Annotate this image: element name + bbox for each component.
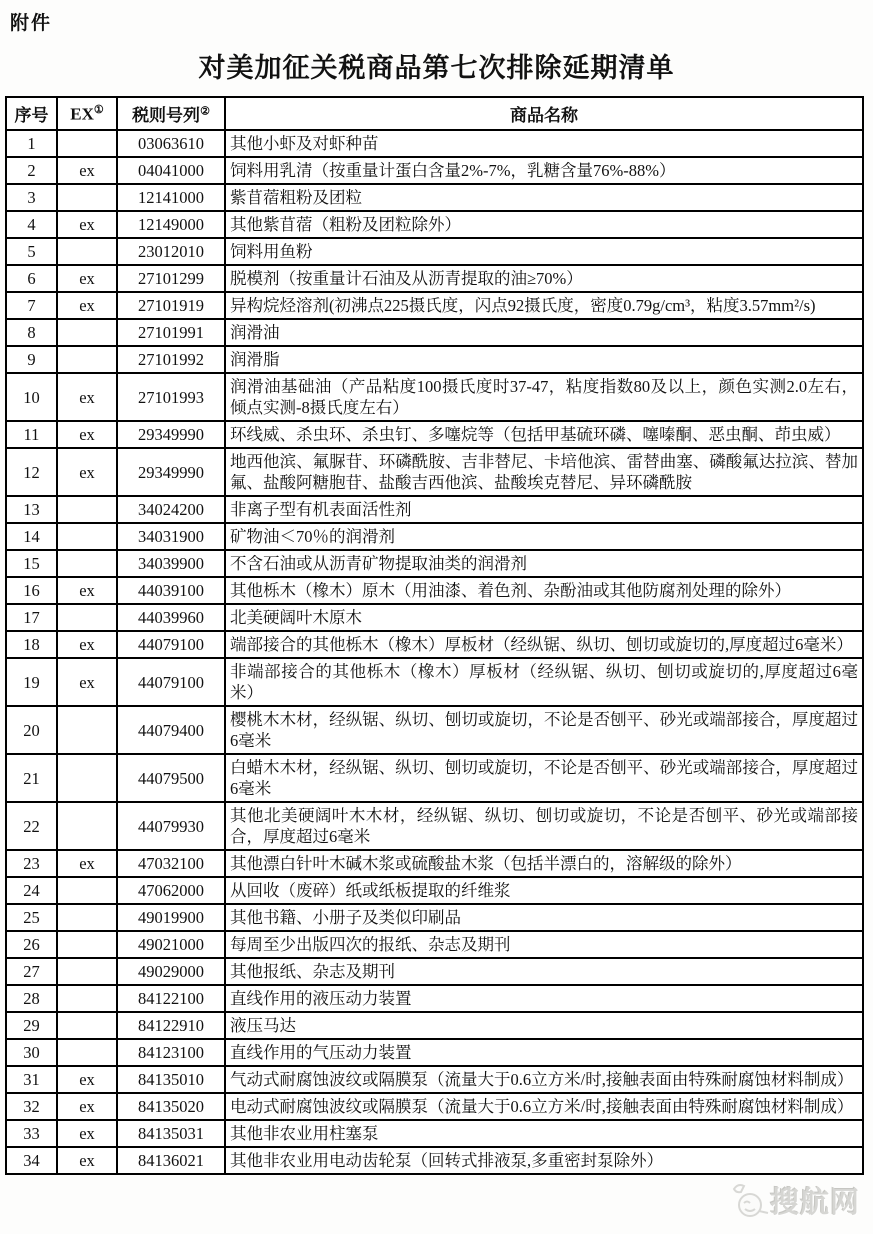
row-seq-cell: 1: [6, 130, 57, 157]
row-ex-cell: [57, 319, 117, 346]
row-code-cell: 44079400: [117, 706, 225, 754]
row-code-cell: 47062000: [117, 877, 225, 904]
row-name-cell: 其他漂白针叶木碱木浆或硫酸盐木浆（包括半漂白的，溶解级的除外）: [225, 850, 863, 877]
table-row: [6, 157, 863, 184]
row-ex-cell: ex: [57, 373, 117, 421]
row-name-cell: 液压马达: [225, 1012, 863, 1039]
row-code-cell: 49021000: [117, 931, 225, 958]
row-seq-cell: 2: [6, 157, 57, 184]
row-seq-cell: 33: [6, 1120, 57, 1147]
page-title: 对美加征关税商品第七次排除延期清单: [198, 53, 675, 83]
row-seq-cell: 15: [6, 550, 57, 577]
row-ex-cell: [57, 346, 117, 373]
row-ex-cell: ex: [57, 265, 117, 292]
table-row: [6, 448, 863, 496]
row-ex-cell: ex: [57, 658, 117, 706]
table-row: [6, 958, 863, 985]
row-seq-cell: 3: [6, 184, 57, 211]
row-seq-cell: 17: [6, 604, 57, 631]
row-name-cell: 直线作用的液压动力装置: [225, 985, 863, 1012]
row-ex-cell: ex: [57, 211, 117, 238]
row-name-cell: 其他紫苜蓿（粗粉及团粒除外）: [225, 211, 863, 238]
row-seq-cell: 16: [6, 577, 57, 604]
row-name-cell: 直线作用的气压动力装置: [225, 1039, 863, 1066]
souhang-logo-icon: [728, 1179, 770, 1221]
row-seq-cell: 34: [6, 1147, 57, 1174]
row-code-cell: 34031900: [117, 523, 225, 550]
table-row: [6, 346, 863, 373]
col-header-ex-label: EX: [70, 104, 94, 124]
row-ex-cell: [57, 802, 117, 850]
row-ex-cell: [57, 523, 117, 550]
row-code-cell: 84135010: [117, 1066, 225, 1093]
watermark: [728, 1176, 870, 1224]
row-name-cell: 饲料用乳清（按重量计蛋白含量2%-7%，乳糖含量76%-88%）: [225, 157, 863, 184]
row-seq-cell: 26: [6, 931, 57, 958]
row-name-cell: 不含石油或从沥青矿物提取油类的润滑剂: [225, 550, 863, 577]
row-code-cell: 44079100: [117, 631, 225, 658]
row-code-cell: 44079500: [117, 754, 225, 802]
table-row: [6, 496, 863, 523]
row-seq-cell: 11: [6, 421, 57, 448]
row-seq-cell: 28: [6, 985, 57, 1012]
table-row: [6, 706, 863, 754]
row-seq-cell: 10: [6, 373, 57, 421]
row-code-cell: 84135031: [117, 1120, 225, 1147]
row-ex-cell: [57, 496, 117, 523]
col-header-ex-footnote: ①: [93, 103, 104, 116]
table-row: [6, 985, 863, 1012]
row-name-cell: 其他非农业用柱塞泵: [225, 1120, 863, 1147]
watermark-text: 搜航网: [770, 1186, 861, 1219]
row-seq-cell: 4: [6, 211, 57, 238]
row-name-cell: 从回收（废碎）纸或纸板提取的纤维浆: [225, 877, 863, 904]
row-ex-cell: [57, 1012, 117, 1039]
table-row: [6, 931, 863, 958]
table-body: [6, 130, 863, 1174]
row-ex-cell: [57, 130, 117, 157]
row-seq-cell: 19: [6, 658, 57, 706]
table-row: [6, 1093, 863, 1120]
row-name-cell: 其他报纸、杂志及期刊: [225, 958, 863, 985]
row-ex-cell: [57, 931, 117, 958]
row-seq-cell: 18: [6, 631, 57, 658]
attachment-label: 附件: [10, 13, 53, 34]
table-row: [6, 877, 863, 904]
table-row: [6, 550, 863, 577]
row-ex-cell: [57, 904, 117, 931]
row-code-cell: 84123100: [117, 1039, 225, 1066]
row-seq-cell: 12: [6, 448, 57, 496]
table-row: [6, 904, 863, 931]
row-name-cell: 润滑油基础油（产品粘度100摄氏度时37-47，粘度指数80及以上，颜色实测2.0左右，倾点实测-8摄氏度左右）: [225, 373, 863, 421]
table-row: [6, 319, 863, 346]
row-code-cell: 44079930: [117, 802, 225, 850]
col-header-code-footnote: ②: [200, 105, 210, 118]
table-row: [6, 238, 863, 265]
row-code-cell: 34039900: [117, 550, 225, 577]
row-code-cell: 34024200: [117, 496, 225, 523]
row-name-cell: 非端部接合的其他栎木（橡木）厚板材（经纵锯、纵切、刨切或旋切的,厚度超过6毫米）: [225, 658, 863, 706]
row-name-cell: 润滑油: [225, 319, 863, 346]
row-ex-cell: [57, 985, 117, 1012]
row-ex-cell: ex: [57, 421, 117, 448]
row-name-cell: 其他栎木（橡木）原木（用油漆、着色剂、杂酚油或其他防腐剂处理的除外）: [225, 577, 863, 604]
row-ex-cell: ex: [57, 292, 117, 319]
table-row: [6, 577, 863, 604]
row-code-cell: 49019900: [117, 904, 225, 931]
row-code-cell: 27101993: [117, 373, 225, 421]
row-ex-cell: ex: [57, 1147, 117, 1174]
row-seq-cell: 9: [6, 346, 57, 373]
col-header-ex: [57, 97, 117, 130]
row-code-cell: 03063610: [117, 130, 225, 157]
table-row: [6, 373, 863, 421]
row-ex-cell: ex: [57, 1120, 117, 1147]
row-name-cell: 其他非农业用电动齿轮泵（回转式排液泵,多重密封泵除外）: [225, 1147, 863, 1174]
row-code-cell: 23012010: [117, 238, 225, 265]
table-row: [6, 211, 863, 238]
table-row: [6, 850, 863, 877]
row-ex-cell: ex: [57, 1093, 117, 1120]
row-seq-cell: 6: [6, 265, 57, 292]
row-name-cell: 异构烷烃溶剂(初沸点225摄氏度，闪点92摄氏度，密度0.79g/cm³，粘度3.57mm²/s): [225, 292, 863, 319]
row-name-cell: 其他书籍、小册子及类似印刷品: [225, 904, 863, 931]
table-row: [6, 658, 863, 706]
row-code-cell: 84122100: [117, 985, 225, 1012]
row-seq-cell: 8: [6, 319, 57, 346]
row-name-cell: 其他小虾及对虾种苗: [225, 130, 863, 157]
row-name-cell: 地西他滨、氟脲苷、环磷酰胺、吉非替尼、卡培他滨、雷替曲塞、磷酸氟达拉滨、替加氟、盐酸阿糖胞苷、盐酸吉西他滨、盐酸埃克替尼、异环磷酰胺: [225, 448, 863, 496]
row-code-cell: 04041000: [117, 157, 225, 184]
row-ex-cell: [57, 958, 117, 985]
row-name-cell: 矿物油＜70％的润滑剂: [225, 523, 863, 550]
row-ex-cell: ex: [57, 631, 117, 658]
row-code-cell: 27101299: [117, 265, 225, 292]
table-row: [6, 604, 863, 631]
row-ex-cell: [57, 550, 117, 577]
row-ex-cell: [57, 604, 117, 631]
table-row: [6, 802, 863, 850]
table-row: [6, 184, 863, 211]
row-code-cell: 29349990: [117, 421, 225, 448]
row-ex-cell: [57, 877, 117, 904]
row-name-cell: 其他北美硬阔叶木木材，经纵锯、纵切、刨切或旋切，不论是否刨平、砂光或端部接合，厚度超过6毫米: [225, 802, 863, 850]
col-header-seq: [6, 97, 57, 130]
col-header-code: [117, 97, 225, 130]
row-code-cell: 84122910: [117, 1012, 225, 1039]
row-seq-cell: 20: [6, 706, 57, 754]
col-header-name: [225, 97, 863, 130]
row-name-cell: 北美硬阔叶木原木: [225, 604, 863, 631]
row-seq-cell: 23: [6, 850, 57, 877]
row-ex-cell: [57, 754, 117, 802]
row-ex-cell: [57, 238, 117, 265]
row-seq-cell: 30: [6, 1039, 57, 1066]
table-row: [6, 523, 863, 550]
table-row: [6, 754, 863, 802]
row-seq-cell: 13: [6, 496, 57, 523]
row-seq-cell: 5: [6, 238, 57, 265]
row-name-cell: 电动式耐腐蚀波纹或隔膜泵（流量大于0.6立方米/时,接触表面由特殊耐腐蚀材料制成）: [225, 1093, 863, 1120]
table-header-row: [6, 97, 863, 130]
row-code-cell: 27101991: [117, 319, 225, 346]
table-row: [6, 631, 863, 658]
row-code-cell: 49029000: [117, 958, 225, 985]
row-name-cell: 饲料用鱼粉: [225, 238, 863, 265]
row-seq-cell: 24: [6, 877, 57, 904]
tariff-table: [5, 96, 864, 1175]
row-code-cell: 84136021: [117, 1147, 225, 1174]
row-name-cell: 每周至少出版四次的报纸、杂志及期刊: [225, 931, 863, 958]
row-code-cell: 12149000: [117, 211, 225, 238]
row-ex-cell: [57, 1039, 117, 1066]
row-seq-cell: 14: [6, 523, 57, 550]
row-name-cell: 紫苜蓿粗粉及团粒: [225, 184, 863, 211]
table-row: [6, 1012, 863, 1039]
row-code-cell: 44079100: [117, 658, 225, 706]
col-header-seq-label: 序号: [14, 106, 49, 125]
table-row: [6, 1120, 863, 1147]
col-header-name-label: 商品名称: [510, 106, 578, 125]
row-seq-cell: 29: [6, 1012, 57, 1039]
row-code-cell: 27101992: [117, 346, 225, 373]
row-seq-cell: 31: [6, 1066, 57, 1093]
row-name-cell: 樱桃木木材，经纵锯、纵切、刨切或旋切，不论是否刨平、砂光或端部接合，厚度超过6毫米: [225, 706, 863, 754]
row-ex-cell: ex: [57, 850, 117, 877]
row-code-cell: 29349990: [117, 448, 225, 496]
row-name-cell: 气动式耐腐蚀波纹或隔膜泵（流量大于0.6立方米/时,接触表面由特殊耐腐蚀材料制成）: [225, 1066, 863, 1093]
row-seq-cell: 21: [6, 754, 57, 802]
table-row: [6, 130, 863, 157]
table-row: [6, 292, 863, 319]
row-name-cell: 润滑脂: [225, 346, 863, 373]
row-code-cell: 27101919: [117, 292, 225, 319]
row-seq-cell: 32: [6, 1093, 57, 1120]
row-seq-cell: 22: [6, 802, 57, 850]
table-row: [6, 1066, 863, 1093]
row-ex-cell: [57, 706, 117, 754]
row-ex-cell: ex: [57, 448, 117, 496]
row-seq-cell: 7: [6, 292, 57, 319]
table-row: [6, 265, 863, 292]
row-name-cell: 端部接合的其他栎木（橡木）厚板材（经纵锯、纵切、刨切或旋切的,厚度超过6毫米）: [225, 631, 863, 658]
row-code-cell: 44039960: [117, 604, 225, 631]
table-row: [6, 1039, 863, 1066]
row-code-cell: 44039100: [117, 577, 225, 604]
row-ex-cell: ex: [57, 577, 117, 604]
row-code-cell: 84135020: [117, 1093, 225, 1120]
col-header-code-label: 税则号列: [132, 106, 201, 125]
row-seq-cell: 25: [6, 904, 57, 931]
row-code-cell: 12141000: [117, 184, 225, 211]
row-name-cell: 环线威、杀虫环、杀虫钉、多噻烷等（包括甲基硫环磷、噻嗪酮、恶虫酮、茚虫威）: [225, 421, 863, 448]
row-seq-cell: 27: [6, 958, 57, 985]
row-name-cell: 脱模剂（按重量计石油及从沥青提取的油≥70%）: [225, 265, 863, 292]
row-name-cell: 白蜡木木材，经纵锯、纵切、刨切或旋切，不论是否刨平、砂光或端部接合，厚度超过6毫米: [225, 754, 863, 802]
row-name-cell: 非离子型有机表面活性剂: [225, 496, 863, 523]
row-ex-cell: ex: [57, 157, 117, 184]
table-row: [6, 1147, 863, 1174]
row-ex-cell: ex: [57, 1066, 117, 1093]
row-code-cell: 47032100: [117, 850, 225, 877]
table-row: [6, 421, 863, 448]
row-ex-cell: [57, 184, 117, 211]
